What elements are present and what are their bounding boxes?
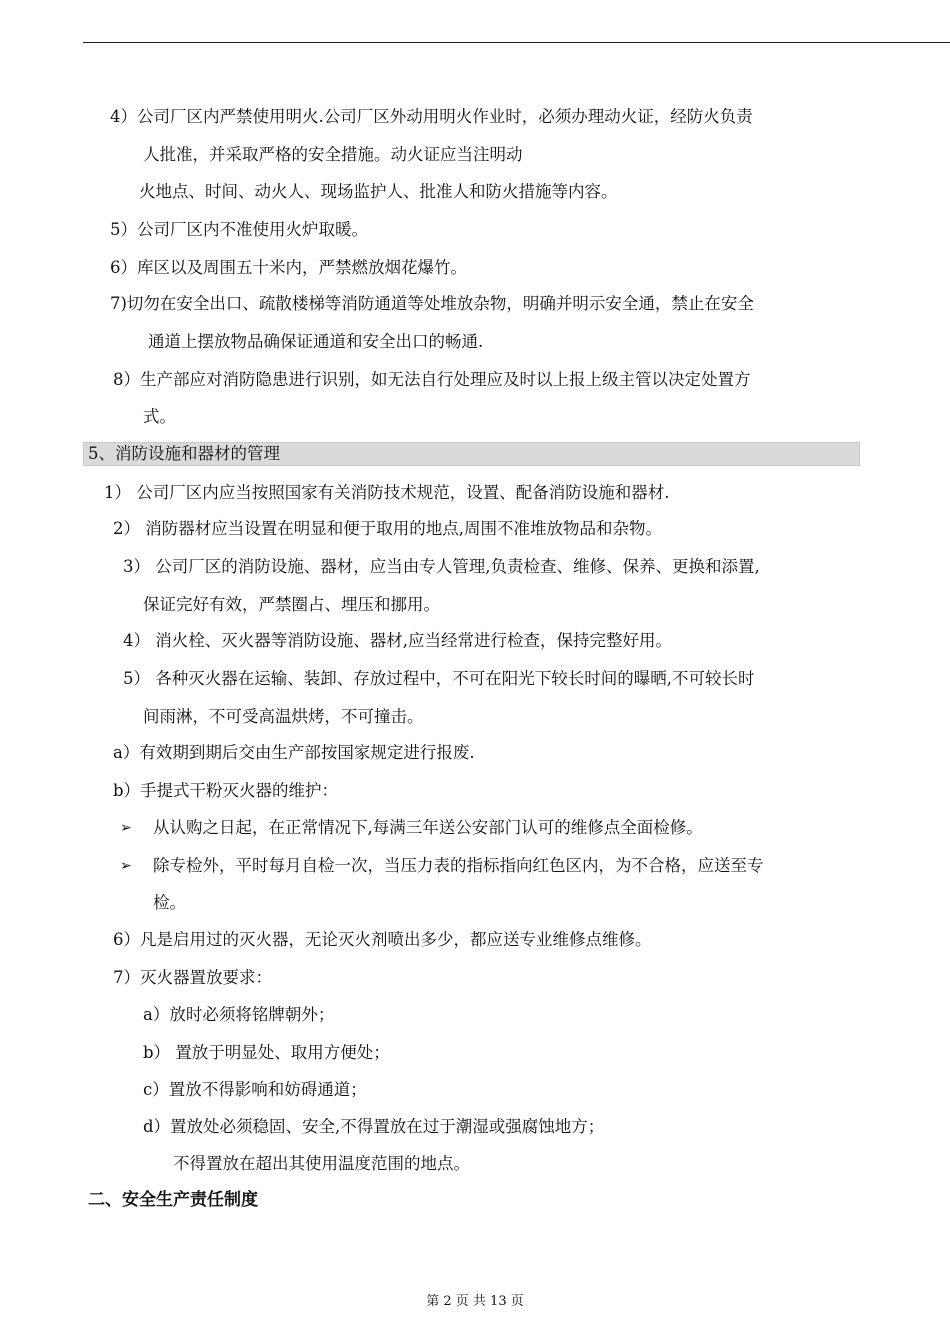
paragraph-line: 5） 各种灭火器在运输、装卸、存放过程中，不可在阳光下较长时间的曝晒,不可较长时 xyxy=(123,669,755,688)
paragraph-line: a）有效期到期后交由生产部按国家规定进行报废. xyxy=(113,743,475,762)
paragraph-line: a）放时必须将铭牌朝外； xyxy=(143,1005,335,1024)
chapter-title: 二、安全生产责任制度 xyxy=(88,1190,258,1210)
paragraph-line: 通道上摆放物品确保证通道和安全出口的畅通. xyxy=(148,332,484,351)
paragraph-line: 火地点、时间、动火人、现场监护人、批准人和防火措施等内容。 xyxy=(139,182,618,201)
paragraph-line: 4）公司厂区内严禁使用明火.公司厂区外动用明火作业时，必须办理动火证，经防火负责 xyxy=(110,107,753,126)
paragraph-line: 间雨淋，不可受高温烘烤，不可撞击。 xyxy=(143,707,424,726)
paragraph-line: 5）公司厂区内不准使用火炉取暖。 xyxy=(110,220,368,239)
paragraph-line: 4） 消火栓、灭火器等消防设施、器材,应当经常进行检查，保持完整好用。 xyxy=(123,631,672,650)
paragraph-line: b）手提式干粉灭火器的维护： xyxy=(113,781,339,800)
paragraph-line: 保证完好有效，严禁圈占、埋压和挪用。 xyxy=(143,595,440,614)
paragraph-line: 不得置放在超出其使用温度范围的地点。 xyxy=(173,1154,470,1173)
paragraph-line: c）置放不得影响和妨碍通道； xyxy=(143,1080,367,1099)
paragraph-line: 3） 公司厂区的消防设施、器材，应当由专人管理,负责检查、维修、保养、更换和添置, xyxy=(123,557,760,576)
paragraph-line: 7）灭火器置放要求： xyxy=(113,968,272,987)
bullet-arrow-icon: ➢ xyxy=(120,820,132,836)
paragraph-line: 1） 公司厂区内应当按照国家有关消防技术规范，设置、配备消防设施和器材. xyxy=(104,483,670,502)
paragraph-line: 6）库区以及周围五十米内，严禁燃放烟花爆竹。 xyxy=(110,258,467,277)
paragraph-line: b） 置放于明显处、取用方便处； xyxy=(143,1043,390,1062)
section-heading: 5、消防设施和器材的管理 xyxy=(88,444,280,463)
paragraph-line: 人批准，并采取严格的安全措施。动火证应当注明动 xyxy=(143,145,523,164)
paragraph-line: 2） 消防器材应当设置在明显和便于取用的地点,周围不准堆放物品和杂物。 xyxy=(113,519,662,538)
page-footer: 第 2 页 共 13 页 xyxy=(426,1294,524,1309)
paragraph-line: 6）凡是启用过的灭火器，无论灭火剂喷出多少，都应送专业维修点维修。 xyxy=(113,930,652,949)
paragraph-line: 8）生产部应对消防隐患进行识别，如无法自行处理应及时以上报上级主管以决定处置方 xyxy=(113,370,751,389)
paragraph-line: 检。 xyxy=(153,893,186,912)
header-rule xyxy=(83,42,950,43)
paragraph-line: d）置放处必须稳固、安全,不得置放在过于潮湿或强腐蚀地方； xyxy=(143,1117,605,1136)
bullet-arrow-icon: ➢ xyxy=(120,858,132,874)
paragraph-line: 式。 xyxy=(143,407,176,426)
paragraph-line: 除专检外，平时每月自检一次，当压力表的指标指向红色区内，为不合格，应送至专 xyxy=(153,856,764,875)
paragraph-line: 7)切勿在安全出口、疏散楼梯等消防通道等处堆放杂物，明确并明示安全通，禁止在安全 xyxy=(110,294,754,313)
paragraph-line: 从认购之日起，在正常情况下,每满三年送公安部门认可的维修点全面检修。 xyxy=(153,818,703,837)
